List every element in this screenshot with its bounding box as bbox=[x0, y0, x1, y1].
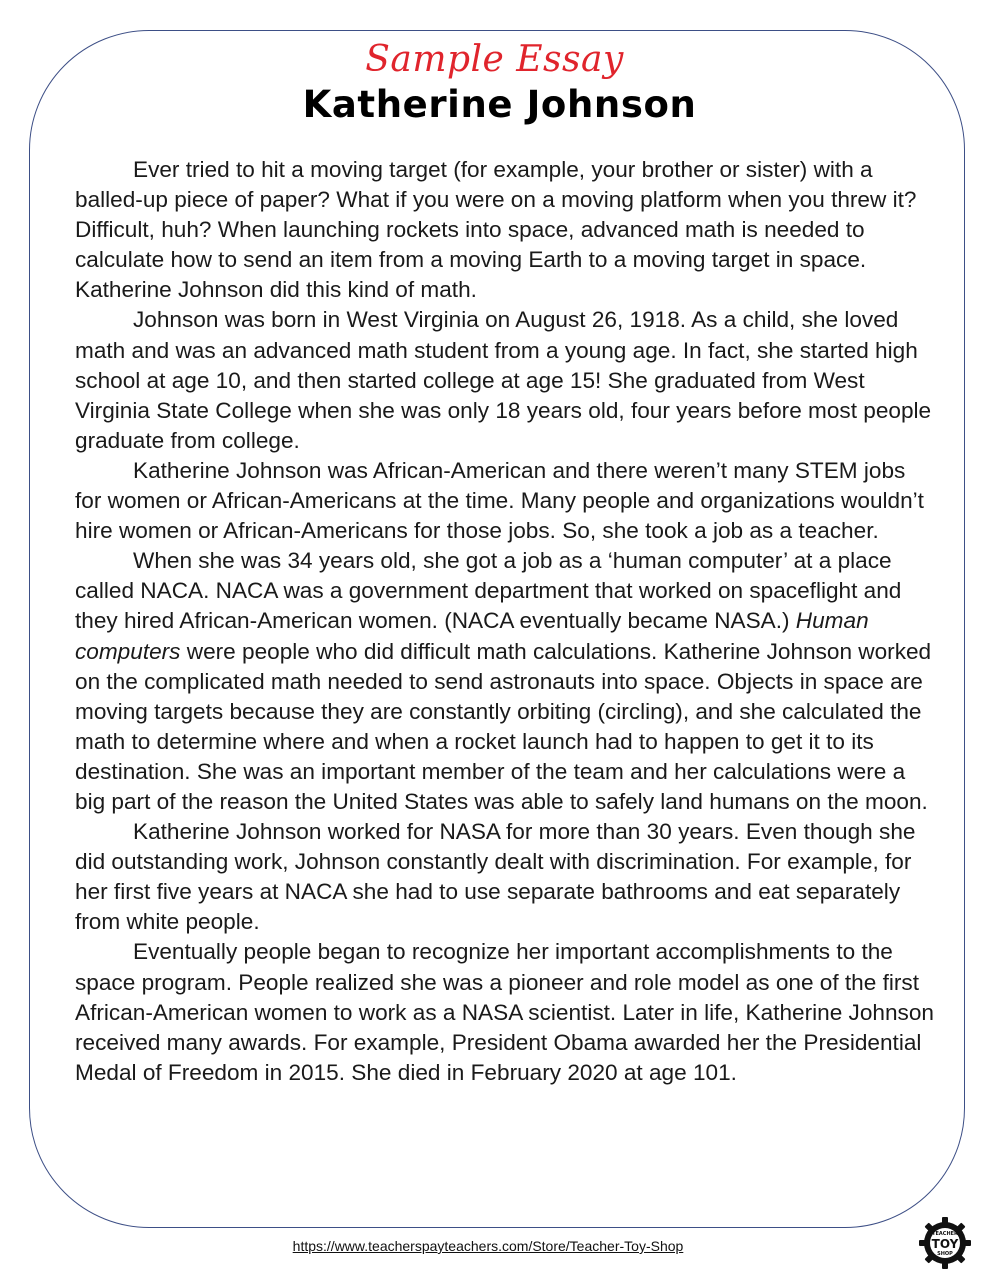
teacher-toy-shop-gear-logo-icon bbox=[917, 1215, 973, 1271]
paragraph-4-text-end: were people who did difficult math calculations. Katherine Johnson worked on the complicated math needed to send astronauts into space. Objects in space are moving targets because they are constantly orbiting (circling), and she calculated the math to determine where and when a rocket launch had to happen to get it to its destination. She was an important member of the team and her calculations were a big part of the reason the United States was able to safely land humans on the moon. bbox=[75, 638, 932, 814]
logo-text-teacher: TEACHER bbox=[932, 1231, 958, 1237]
essay-paragraph-3: Katherine Johnson was African-American and there weren’t many STEM jobs for women or African-Americans at the time. Many people and organizations wouldn’t hire women or African-Americans for those jobs. So, she took a job as a teacher. bbox=[75, 457, 924, 544]
paragraph-4-text-start: When she was 34 years old, she got a job as a ‘human computer’ at a place called NACA. NACA was a government department that worked on spaceflight and they hired African-American women. (NACA eventually became NASA.) bbox=[75, 548, 902, 634]
essay-paragraph-5: Katherine Johnson worked for NASA for more than 30 years. Even though she did outstanding work, Johnson constantly dealt with discrimination. For example, for her first five years at NACA she had to use separate bathrooms and eat separately from white people. bbox=[75, 819, 916, 935]
logo-text-toy: TOY bbox=[931, 1237, 959, 1251]
essay-body bbox=[75, 155, 937, 1088]
store-url-link[interactable]: https://www.teacherspayteachers.com/Store/Teacher-Toy-Shop bbox=[292, 1238, 684, 1254]
essay-paragraph-4 bbox=[75, 546, 937, 817]
essay-paragraph-1: Ever tried to hit a moving target (for example, your brother or sister) with a balled-up piece of paper? What if you were on a moving platform when you threw it? Difficult, huh? When launching rockets into space, advanced math is needed to calculate how to send an item from a moving Earth to a moving target in space. Katherine Johnson did this kind of math. bbox=[75, 157, 917, 303]
sample-essay-label: Sample Essay bbox=[365, 39, 624, 80]
logo-text-shop: SHOP bbox=[937, 1251, 953, 1257]
page-title: Katherine Johnson bbox=[302, 83, 697, 126]
essay-paragraph-2: Johnson was born in West Virginia on August 26, 1918. As a child, she loved math and was an advanced math student from a young age. In fact, she started high school at age 10, and then started college at age 15! She graduated from West Virginia State College when she was only 18 years old, four years before most people graduate from college. bbox=[75, 307, 932, 453]
paragraph-4-italic-term: Human computers bbox=[75, 608, 869, 664]
essay-paragraph-6: Eventually people began to recognize her important accomplishments to the space program. People realized she was a pioneer and role model as one of the first African-American women to work as a NASA scientist. Later in life, Katherine Johnson received many awards. For example, President Obama awarded her the Presidential Medal of Freedom in 2015. She died in February 2020 at age 101. bbox=[75, 939, 934, 1085]
